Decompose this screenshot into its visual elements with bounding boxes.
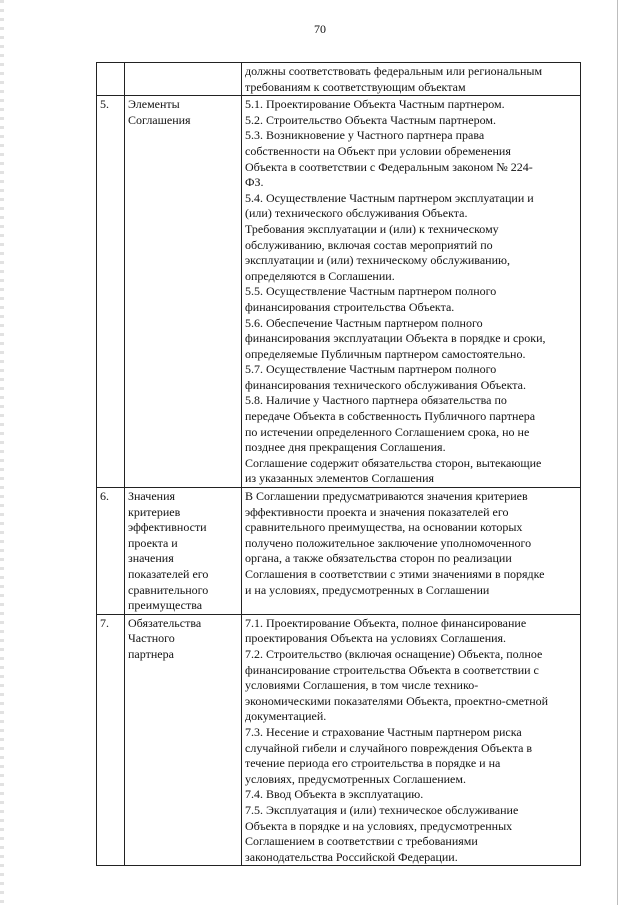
- row-content-line: финансирования эксплуатации Объекта в порядке и сроки,: [245, 331, 546, 346]
- row-content-line: собственности на Объект при условии обременения: [245, 143, 511, 158]
- row-content-line: Соглашением в соответствии с требованиями: [245, 834, 478, 849]
- row-content-line: позднее дня прекращения Соглашения.: [245, 440, 446, 455]
- row-title-line: сравнительного: [128, 582, 209, 597]
- row-content-line: 7.3. Несение и страхование Частным партнером риска: [245, 724, 522, 739]
- row-content-cell: [242, 96, 581, 488]
- row-content-cell: [242, 614, 581, 866]
- row-content-line: получено положительное заключение уполномоченного: [245, 535, 532, 550]
- row-content-line: сравнительного преимущества, на основании которых: [245, 520, 523, 535]
- row-content-line: Соглашения в соответствии с этими значениями в порядке: [245, 567, 545, 581]
- row-content-line: эксплуатации и (или) техническому обслуживанию,: [245, 253, 510, 268]
- row-title-line: проекта и: [128, 535, 178, 550]
- row-content-line: 5.4. Осуществление Частным партнером эксплуатации и: [245, 190, 534, 205]
- row-content-line: 5.8. Наличие у Частного партнера обязательства по: [245, 393, 507, 408]
- row-title-line: показателей его: [128, 567, 209, 581]
- row-number-cell: [97, 96, 125, 488]
- row-content-line: 5.3. Возникновение у Частного партнера права: [245, 128, 485, 143]
- row-content-line: течение периода его строительства в порядке и на: [245, 756, 501, 771]
- row-content-line: Требования эксплуатации и (или) к техническому: [245, 221, 499, 236]
- row-content-line: финансирование строительства Объекта в соответствии с: [245, 662, 539, 677]
- table-body: [97, 63, 581, 866]
- page-number: 70: [314, 22, 326, 36]
- row-number-cell: [97, 614, 125, 866]
- row-number-cell: [97, 63, 125, 96]
- row-content-line: эффективности проекта и значения показателей его: [245, 504, 509, 519]
- row-title-line: Элементы: [128, 97, 180, 112]
- row-content-line: Объекта в порядке и на условиях, предусмотренных: [245, 818, 513, 833]
- table-row: [97, 63, 581, 96]
- row-content-line: В Соглашении предусматриваются значения критериев: [245, 489, 528, 504]
- row-title-line: эффективности: [128, 520, 207, 535]
- row-content-cell: [242, 488, 581, 615]
- row-title-line: Значения: [128, 489, 176, 504]
- row-content-line: финансирования строительства Объекта.: [245, 299, 455, 314]
- table-row: [97, 614, 581, 866]
- row-number: 6.: [100, 489, 109, 504]
- row-number: 7.: [100, 615, 109, 630]
- table-row: [97, 96, 581, 488]
- agreement-table: [96, 62, 581, 866]
- row-content-line: 7.5. Эксплуатация и (или) техническое обслуживание: [245, 802, 519, 817]
- row-content-line: обслуживанию, включая состав мероприятий по: [245, 237, 493, 252]
- row-content-line: из указанных элементов Соглашения: [245, 471, 435, 486]
- row-content-line: определяются в Соглашении.: [245, 268, 395, 283]
- row-title-cell: [125, 488, 242, 615]
- row-title-line: партнера: [128, 646, 174, 661]
- binding-line: [617, 0, 618, 905]
- row-content-line: случайной гибели и случайного повреждения Объекта в: [245, 740, 533, 755]
- row-content-line: передаче Объекта в собственность Публичного партнера: [245, 409, 536, 424]
- row-title-cell: [125, 96, 242, 488]
- row-content-line: органа, а также обязательства сторон по реализации: [245, 551, 512, 566]
- row-content-line: 5.7. Осуществление Частным партнером полного: [245, 362, 497, 377]
- row-content-line: определяемые Публичным партнером самостоятельно.: [245, 346, 526, 361]
- row-content-line: условиями Соглашения, в том числе технико-: [245, 678, 479, 693]
- row-content-line: 7.2. Строительство (включая оснащение) Объекта, полное: [245, 646, 543, 661]
- row-title-line: Частного: [128, 631, 175, 646]
- row-title-cell: [125, 63, 242, 96]
- row-number-cell: [97, 488, 125, 615]
- row-number: 5.: [100, 97, 109, 112]
- row-title-line: Обязательства: [128, 615, 202, 630]
- row-title-line: значения: [128, 551, 174, 566]
- row-content-line: 7.1. Проектирование Объекта, полное финансирование: [245, 615, 527, 630]
- row-content-line: требованиям к соответствующим объектам: [245, 79, 466, 94]
- row-content-line: и на условиях, предусмотренных в Соглашении: [245, 582, 490, 597]
- row-content-line: (или) технического обслуживания Объекта.: [245, 206, 468, 221]
- row-content-line: финансирования технического обслуживания Объекта.: [245, 377, 526, 392]
- row-content-line: 5.5. Осуществление Частным партнером полного: [245, 284, 497, 299]
- row-title-cell: [125, 614, 242, 866]
- row-content-line: законодательства Российской Федерации.: [245, 849, 458, 864]
- row-content-line: 7.4. Ввод Объекта в эксплуатацию.: [245, 787, 424, 802]
- row-content-line: проектирования Объекта на условиях Соглашения.: [245, 631, 507, 646]
- row-content-line: Соглашение содержит обязательства сторон, вытекающие: [245, 455, 542, 470]
- table-row: [97, 488, 581, 615]
- row-title-line: Соглашения: [128, 112, 191, 127]
- row-content-line: Объекта в соответствии с Федеральным законом № 224-: [245, 159, 533, 174]
- row-content-line: условиях, предусмотренных Соглашением.: [245, 771, 466, 786]
- row-content-line: экономическими показателями Объекта, проектно-сметной: [245, 693, 549, 708]
- row-content-line: по истечении определенного Соглашением срока, но не: [245, 424, 530, 439]
- scan-edge: [0, 0, 4, 905]
- row-content-line: 5.1. Проектирование Объекта Частным партнером.: [245, 97, 505, 112]
- row-content-line: документацией.: [245, 709, 327, 724]
- row-content-line: 5.6. Обеспечение Частным партнером полного: [245, 315, 483, 330]
- row-content-line: должны соответствовать федеральным или региональным: [245, 64, 543, 78]
- row-content-line: ФЗ.: [245, 175, 264, 190]
- row-content-line: 5.2. Строительство Объекта Частным партнером.: [245, 112, 496, 127]
- row-title-line: критериев: [128, 504, 181, 519]
- row-content-cell: [242, 63, 581, 96]
- row-title-line: преимущества: [128, 598, 203, 613]
